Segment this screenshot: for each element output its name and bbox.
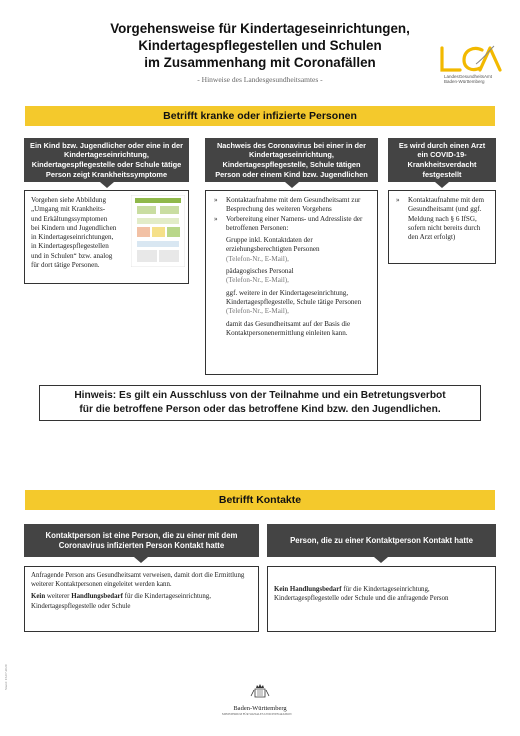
header-contact-of-contact: Person, die zu einer Kontaktperson Kontakt hatte	[267, 524, 496, 557]
date-stamp: Stand: 16.07.2020	[4, 664, 8, 690]
arrow-down-icon	[374, 557, 388, 563]
box-symptoms: Vorgehen siehe Abbildung „Umgang mit Krankheits- und Erkältungssymptomen bei Kindern und Jugendlichen in Kindertageseinrichtungen, in Kindertagespflegestellen und in Schulen“ bzw. analog für dort tätige Personen.	[24, 190, 189, 284]
flowchart-thumbnail-icon	[131, 195, 185, 267]
header-symptoms: Ein Kind bzw. Jugendlicher oder eine in der Kindertageseinrichtung, Kindertagespflegestelle oder Schule tätige Person zeigt Krankheitssymptome	[24, 138, 189, 182]
box-contact-of-contact: Kein Handlungsbedarf für die Kindertageseinrichtung, Kindertagespflegestelle oder Schule und die anfragende Person	[267, 566, 496, 632]
section-banner-sick-persons: Betrifft kranke oder infizierte Personen	[25, 106, 495, 126]
box-covid-suspicion	[388, 190, 496, 264]
lga-logo-icon	[436, 44, 506, 74]
list-item: » Kontaktaufnahme mit dem Gesundheitsamt zur Besprechung des weiteren Vorgehens	[212, 196, 371, 215]
box-coronavirus-proof: » Kontaktaufnahme mit dem Gesundheitsamt zur Besprechung des weiteren Vorgehens » Vorbereitung einer Namens- und Adressliste der betroffenen Personen: Gruppe inkl. Kontaktdaten der erziehungsberechtigten Personen (Telefon-Nr., E-Mail), pädagogisches Personal (Telefon-Nr., E-Mail), ggf. weitere in der Kindertageseinrichtung, Kindertagespflegestelle, Schule tätige Personen (Telefon-Nr., E-Mail), damit das Gesundheitsamt auf der Basis die Kontaktpersonenermittlung einleiten kann.	[205, 190, 378, 375]
list-item: » Kontaktaufnahme mit dem Gesundheitsamt (und ggf. Meldung nach § 6 IfSG, sofern nicht bereits durch den Arzt erfolgt)	[394, 196, 490, 242]
list-item: » Vorbereitung einer Namens- und Adressliste der betroffenen Personen:	[212, 215, 371, 234]
baden-wuerttemberg-logo: Baden-Württemberg MINISTERIUM FÜR SOZIALES UND INTEGRATION	[232, 683, 288, 716]
box-contact-person: Anfragende Person ans Gesundheitsamt verweisen, damit dort die Ermittlung weiterer Kontaktpersonen eingeleitet werden kann. Kein weiterer Handlungsbedarf für die Kindertageseinrichtung, Kindertagespflegestelle oder Schule	[24, 566, 259, 632]
arrow-down-icon	[100, 182, 114, 188]
exclusion-notice: Hinweis: Es gilt ein Ausschluss von der Teilnahme und ein Betretungsverbot für die betroffene Person oder das betroffene Kind bzw. den Jugendlichen.	[39, 385, 481, 421]
header-covid-suspicion: Es wird durch einen Arzt ein COVID-19-Krankheitsverdacht festgestellt	[388, 138, 496, 182]
header-contact-person: Kontaktperson ist eine Person, die zu einer mit dem Coronavirus infizierten Person Kontakt hatte	[24, 524, 259, 557]
coat-of-arms-icon	[250, 683, 270, 699]
header-coronavirus-proof: Nachweis des Coronavirus bei einer in der Kindertageseinrichtung, Kindertagespflegestelle, Schule tätigen Person oder einem Kind bzw. Jugendlichen	[205, 138, 378, 182]
arrow-down-icon	[435, 182, 449, 188]
page-subtitle: - Hinweise des Landesgesundheitsamtes -	[197, 75, 323, 84]
arrow-down-icon	[134, 557, 148, 563]
lga-logo: LandesGesundheitsAmt Baden-Württemberg	[436, 44, 506, 92]
section-banner-contacts: Betrifft Kontakte	[25, 490, 495, 510]
page-title: Vorgehensweise für Kindertageseinrichtungen, Kindertagespflegestellen und Schulen im Zusammenhang mit Coronafällen	[110, 21, 410, 70]
arrow-down-icon	[285, 182, 299, 188]
